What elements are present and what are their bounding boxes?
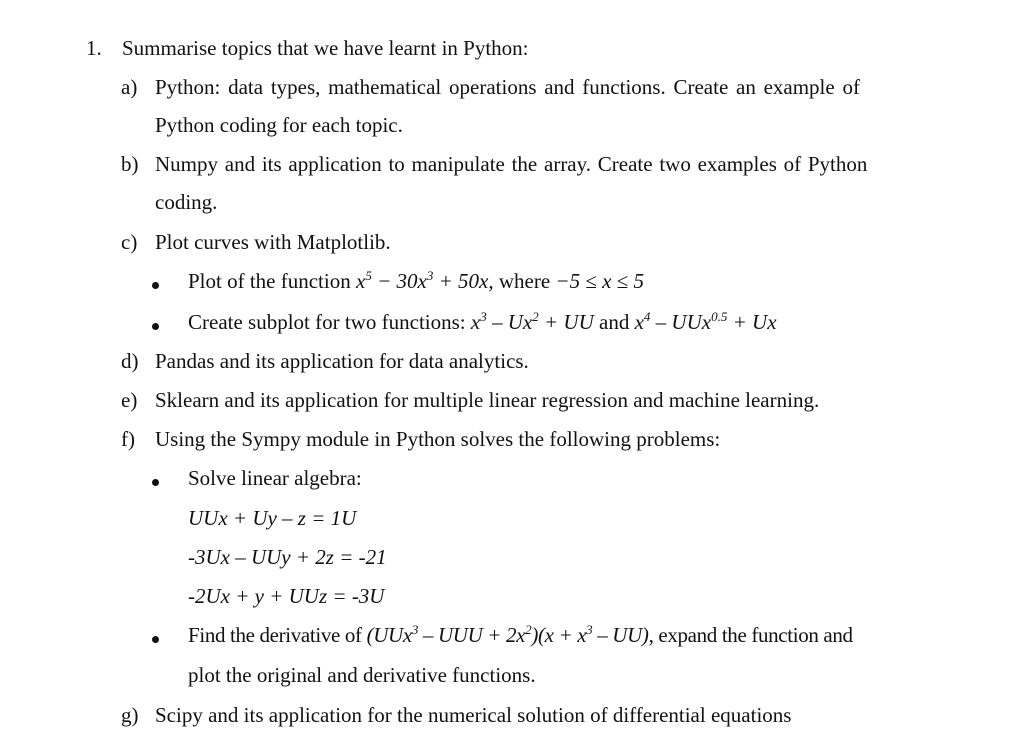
item-e-label: e) xyxy=(121,388,138,412)
item-f-bullet1-text: Solve linear algebra: xyxy=(188,466,362,490)
equation-3: -2Ux + y + UUz = -3U xyxy=(188,584,385,608)
item-g-text: Scipy and its application for the numerical solution of differential equations xyxy=(155,703,792,727)
item-a-line2: Python coding for each topic. xyxy=(155,113,403,137)
item-f-bullet2-line2: plot the original and derivative functions. xyxy=(188,663,536,687)
item-c-label: c) xyxy=(121,230,138,254)
item-c-text: Plot curves with Matplotlib. xyxy=(155,230,391,254)
item-b-line1: Numpy and its application to manipulate the array. Create two examples of Python xyxy=(155,152,868,176)
item-b-label: b) xyxy=(121,152,139,176)
item-d-label: d) xyxy=(121,349,139,373)
item-d-text: Pandas and its application for data analytics. xyxy=(155,349,529,373)
item-f-bullet2-line1: Find the derivative of (UUx$^3$ – UUU + $2x^2)(x + x^3 - UU)$, expand the function and xyxy=(188,621,853,647)
bullet-icon xyxy=(152,282,159,289)
equation-1: UUx + Uy – z = 1U xyxy=(188,506,357,530)
item-c-bullet1: Plot of the function $x^5 - 30x^3 + 50x$, where −5 ≤ x ≤ 5 xyxy=(188,267,644,293)
equation-2: -3Ux – UUy + 2z = -21 xyxy=(188,545,387,569)
bullet-icon xyxy=(152,636,159,643)
item-c-bullet2: Create subplot for two functions: $x^3 - Ux^2$ + UU and $x^4 - UUx^{0.5} + Ux$ xyxy=(188,308,777,334)
item-f-label: f) xyxy=(121,427,135,451)
item-g-label: g) xyxy=(121,703,139,727)
item-b-line2: coding. xyxy=(155,190,218,214)
question-number: 1. xyxy=(86,36,102,60)
item-a-line1: Python: data types, mathematical operations and functions. Create an example of xyxy=(155,75,860,99)
question-heading: Summarise topics that we have learnt in Python: xyxy=(122,36,529,60)
bullet-icon xyxy=(152,323,159,330)
item-f-text: Using the Sympy module in Python solves the following problems: xyxy=(155,427,721,451)
item-e-text: Sklearn and its application for multiple linear regression and machine learning. xyxy=(155,388,820,412)
item-a-label: a) xyxy=(121,75,138,99)
bullet-icon xyxy=(152,479,159,486)
